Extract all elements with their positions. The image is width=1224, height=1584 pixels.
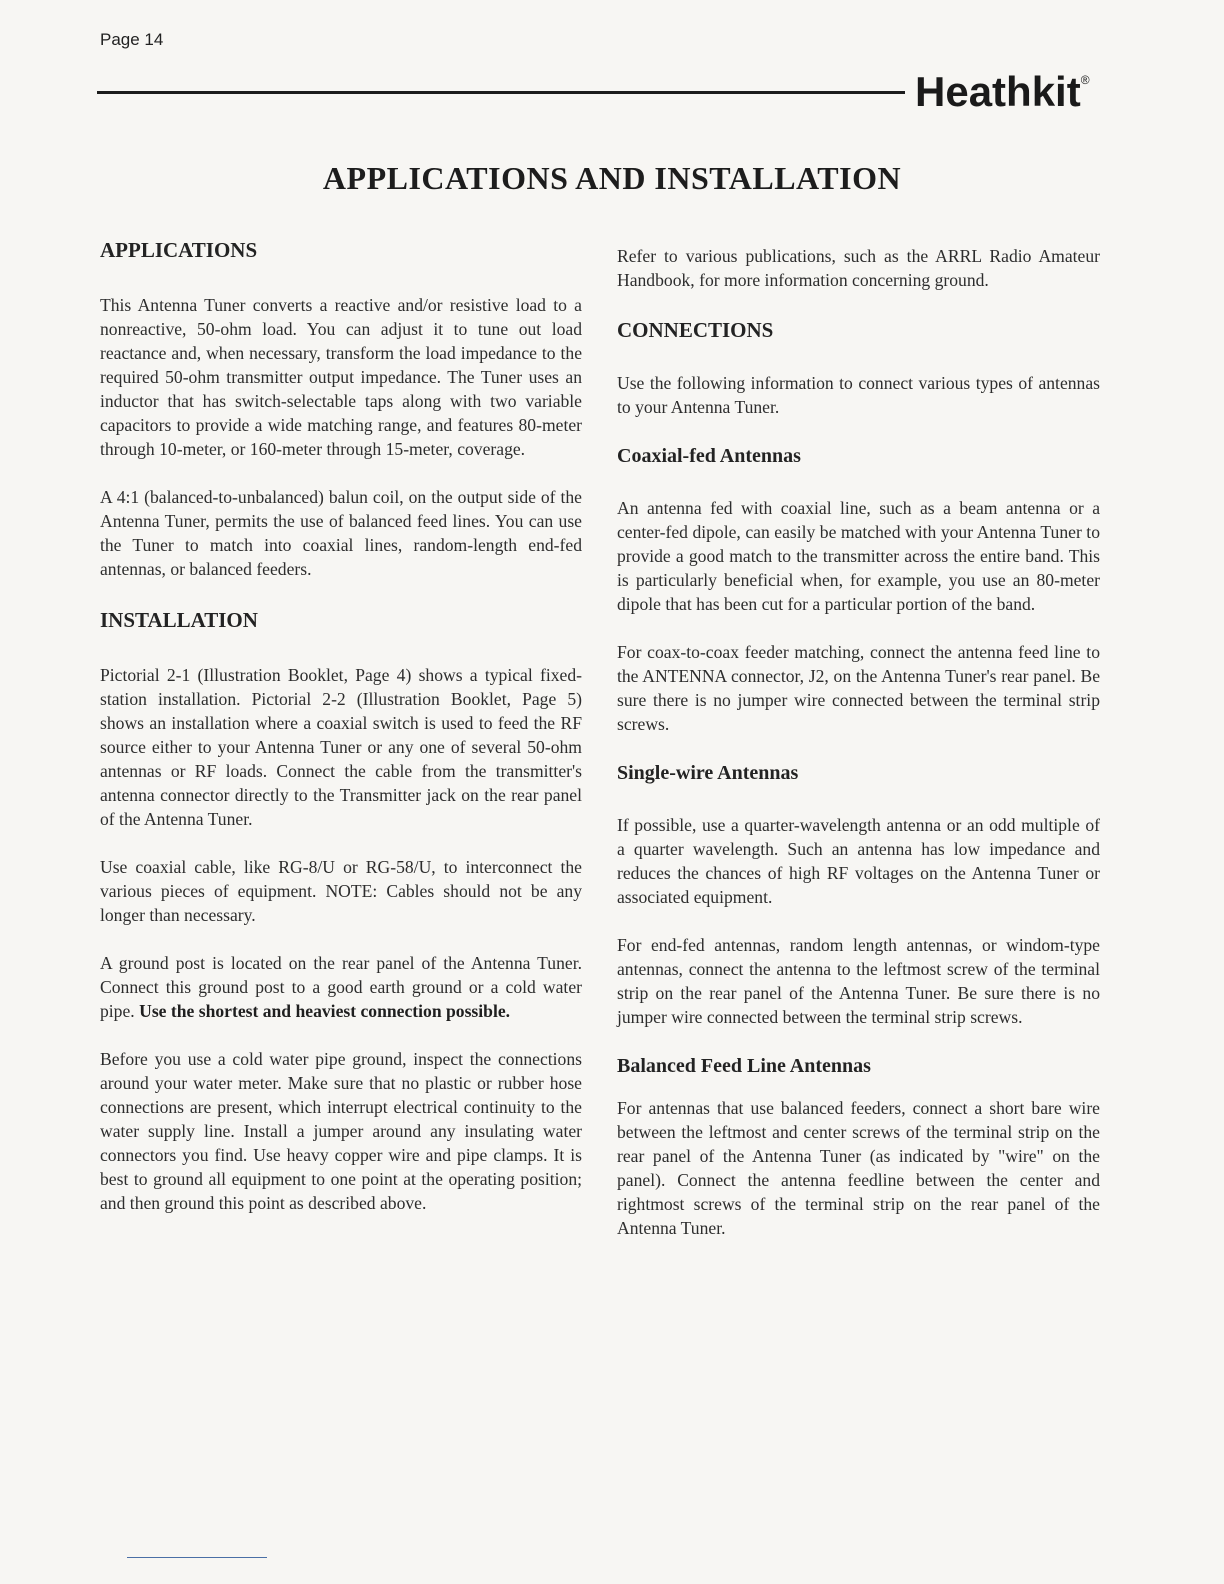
connections-paragraph: Use the following information to connect various types of antennas to your Antenna Tuner. [617, 373, 1100, 417]
applications-paragraph-2: A 4:1 (balanced-to-unbalanced) balun coil, on the output side of the Antenna Tuner, permits the use of balanced feed lines. You can use the Tuner to match into coaxial lines, random-length end-fed antennas, or balanced feeders. [100, 487, 582, 579]
installation-paragraph-2: Use coaxial cable, like RG-8/U or RG-58/U, to interconnect the various pieces of equipment. NOTE: Cables should not be any longer than necessary. [100, 857, 582, 925]
single-wire-heading: Single-wire Antennas [617, 762, 799, 784]
coaxial-fed-paragraph-1: An antenna fed with coaxial line, such as a beam antenna or a center-fed dipole, can easily be matched with your Antenna Tuner to provide a good match to the transmitter across the entire band. This is particularly beneficial when, for example, you use an 80-meter dipole that has been cut for a particular portion of the band. [617, 498, 1100, 614]
balanced-feed-paragraph: For antennas that use balanced feeders, connect a short bare wire between the leftmost and center screws of the terminal strip on the rear panel of the Antenna Tuner (as indicated by "wire" on the panel). Connect the antenna feedline between the center and rightmost screws of the terminal strip on the rear panel of the Antenna Tuner. [617, 1098, 1100, 1238]
applications-paragraph-1: This Antenna Tuner converts a reactive and/or resistive load to a nonreactive, 50-ohm load. You can adjust it to tune out load reactance and, when necessary, transform the load impedance to the required 50-ohm transmitter output impedance. The Tuner uses an inductor that has switch-selectable taps along with two variable capacitors to provide a wide matching range, and features 80-meter through 10-meter, or 160-meter through 15-meter, coverage. [100, 295, 582, 459]
ground-reference-paragraph: Refer to various publications, such as the ARRL Radio Amateur Handbook, for more information concerning ground. [617, 246, 1100, 290]
coaxial-fed-heading: Coaxial-fed Antennas [617, 445, 801, 467]
bottom-rule [127, 1557, 267, 1558]
installation-heading: INSTALLATION [100, 608, 258, 632]
applications-heading: APPLICATIONS [100, 238, 258, 262]
balanced-feed-heading: Balanced Feed Line Antennas [617, 1055, 871, 1077]
page-number: Page 14 [100, 30, 164, 49]
brand-name: Heathkit [915, 68, 1081, 115]
single-wire-paragraph-2: For end-fed antennas, random length antennas, or windom-type antennas, connect the antenna to the leftmost screw of the terminal strip on the rear panel of the Antenna Tuner. Be sure there is no jumper wire connected between the terminal strip screws. [617, 935, 1100, 1027]
installation-paragraph-1: Pictorial 2-1 (Illustration Booklet, Page 4) shows a typical fixed-station installation. Pictorial 2-2 (Illustration Booklet, Page 5) shows an installation where a coaxial switch is used to feed the RF source either to your Antenna Tuner or any one of several 50-ohm antennas or RF loads. Connect the cable from the transmitter's antenna connector directly to the Transmitter jack on the rear panel of the Antenna Tuner. [100, 665, 582, 829]
installation-paragraph-3 [100, 951, 582, 1023]
ground-post-text: A ground post is located on the rear panel of the Antenna Tuner. Connect this ground post to a good earth ground or a cold water pipe. [100, 953, 582, 1021]
ground-connection-emphasis: Use the shortest and heaviest connection possible. [139, 1001, 511, 1021]
right-column [617, 244, 1100, 1240]
registered-mark: ® [1080, 73, 1090, 87]
brand-logo [915, 68, 1090, 116]
installation-paragraph-4: Before you use a cold water pipe ground, inspect the connections around your water meter. Make sure that no plastic or rubber hose connections are present, which interrupt electrical continuity to the water supply line. Install a jumper around any insulating water connectors you find. Use heavy copper wire and pipe clamps. It is best to ground all equipment to one point at the operating position; and then ground this point as described above. [100, 1049, 582, 1213]
header-rule [97, 91, 905, 94]
connections-heading: CONNECTIONS [617, 318, 774, 342]
coaxial-fed-paragraph-2: For coax-to-coax feeder matching, connect the antenna feed line to the ANTENNA connector, J2, on the Antenna Tuner's rear panel. Be sure there is no jumper wire connected between the terminal strip screws. [617, 642, 1100, 734]
single-wire-paragraph-1: If possible, use a quarter-wavelength antenna or an odd multiple of a quarter wavelength. Such an antenna has low impedance and reduces the chances of high RF voltages on the Antenna Tuner or associated equipment. [617, 815, 1100, 907]
page-title: APPLICATIONS AND INSTALLATION [322, 160, 902, 196]
left-column [100, 238, 582, 1215]
